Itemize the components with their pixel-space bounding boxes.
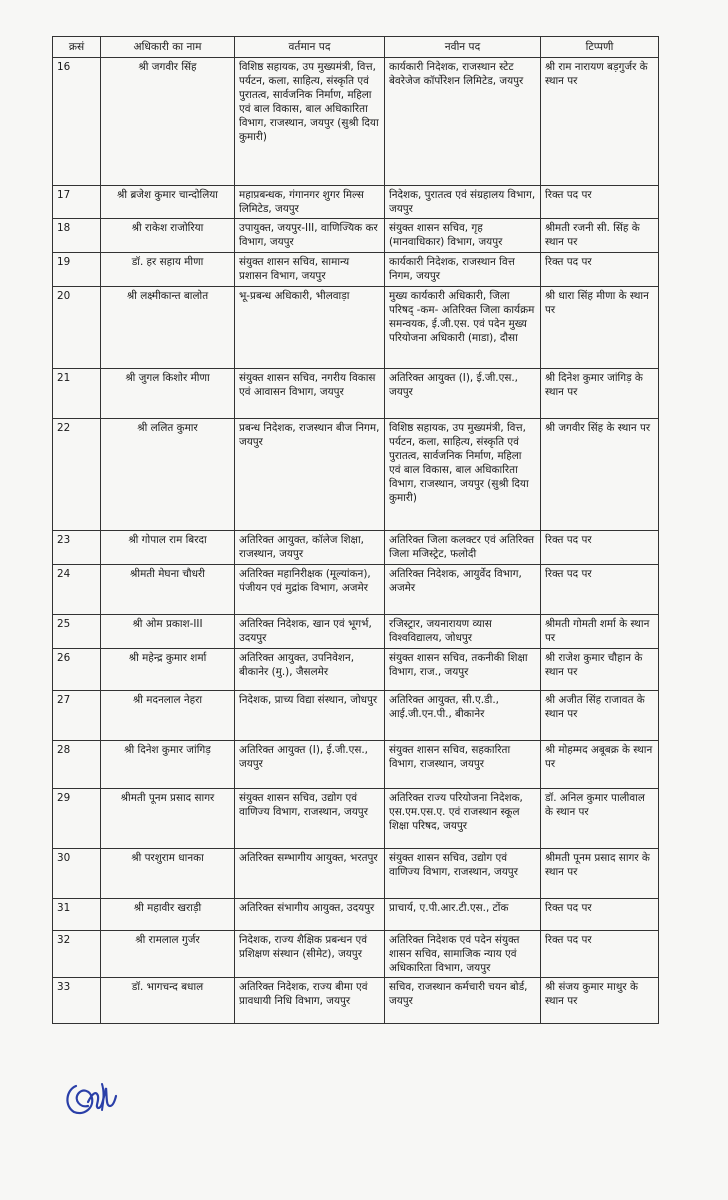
new-post-cell: मुख्य कार्यकारी अधिकारी, जिला परिषद् -कम- अतिरिक्त जिला कार्यक्रम समन्वयक, ई.जी.एस. एवं पदेन मुख्य परियोजना अधिकारी (माडा), दौसा xyxy=(385,287,541,369)
officer-name-cell: श्रीमती मेघना चौधरी xyxy=(101,565,235,615)
current-post-cell: संयुक्त शासन सचिव, नगरीय विकास एवं आवासन विभाग, जयपुर xyxy=(235,369,385,419)
serial-number-cell: 24 xyxy=(53,565,101,615)
new-post-cell: अतिरिक्त राज्य परियोजना निदेशक, एस.एम.एस.ए. एवं राजस्थान स्कूल शिक्षा परिषद, जयपुर xyxy=(385,789,541,849)
serial-number-cell: 18 xyxy=(53,219,101,253)
current-post-cell: अतिरिक्त निदेशक, राज्य बीमा एवं प्रावधायी निधि विभाग, जयपुर xyxy=(235,978,385,1024)
serial-number-cell: 27 xyxy=(53,691,101,741)
serial-number-cell: 17 xyxy=(53,186,101,219)
new-post-cell: कार्यकारी निदेशक, राजस्थान वित्त निगम, जयपुर xyxy=(385,253,541,287)
new-post-cell: सचिव, राजस्थान कर्मचारी चयन बोर्ड, जयपुर xyxy=(385,978,541,1024)
remark-cell: श्री संजय कुमार माथुर के स्थान पर xyxy=(541,978,659,1024)
remark-cell: श्री धारा सिंह मीणा के स्थान पर xyxy=(541,287,659,369)
officer-name-cell: श्री दिनेश कुमार जांगिड़ xyxy=(101,741,235,789)
officer-name-cell: श्री परशुराम धानका xyxy=(101,849,235,899)
officer-name-cell: श्री मदनलाल नेहरा xyxy=(101,691,235,741)
handwritten-signature-icon xyxy=(62,1076,118,1118)
current-post-cell: उपायुक्त, जयपुर-III, वाणिज्यिक कर विभाग, जयपुर xyxy=(235,219,385,253)
header-serial-number: क्रसं xyxy=(53,37,101,58)
current-post-cell: अतिरिक्त सम्भागीय आयुक्त, भरतपुर xyxy=(235,849,385,899)
new-post-cell: अतिरिक्त निदेशक, आयुर्वेद विभाग, अजमेर xyxy=(385,565,541,615)
new-post-cell: संयुक्त शासन सचिव, सहकारिता विभाग, राजस्थान, जयपुर xyxy=(385,741,541,789)
current-post-cell: महाप्रबन्धक, गंगानगर शुगर मिल्स लिमिटेड, जयपुर xyxy=(235,186,385,219)
new-post-cell: रजिस्ट्रार, जयनारायण व्यास विश्वविद्यालय, जोधपुर xyxy=(385,615,541,649)
officer-name-cell: श्री महावीर खराड़ी xyxy=(101,899,235,931)
table-row xyxy=(53,849,659,899)
officer-name-cell: श्री रामलाल गुर्जर xyxy=(101,931,235,978)
new-post-cell: अतिरिक्त निदेशक एवं पदेन संयुक्त शासन सचिव, सामाजिक न्याय एवं अधिकारिता विभाग, जयपुर xyxy=(385,931,541,978)
table-row xyxy=(53,531,659,565)
table-row xyxy=(53,419,659,531)
officer-name-cell: श्री ललित कुमार xyxy=(101,419,235,531)
table-row xyxy=(53,219,659,253)
new-post-cell: अतिरिक्त जिला कलक्टर एवं अतिरिक्त जिला मजिस्ट्रेट, फलोदी xyxy=(385,531,541,565)
current-post-cell: विशिष्ठ सहायक, उप मुख्यमंत्री, वित्त, पर्यटन, कला, साहित्य, संस्कृति एवं पुरातत्व, सार्वजनिक निर्माण, महिला एवं बाल विकास, बाल अधिकारिता विभाग, राजस्थान, जयपुर (सुश्री दिया कुमारी) xyxy=(235,58,385,186)
table-row xyxy=(53,649,659,691)
officer-name-cell: श्री लक्ष्मीकान्त बालोत xyxy=(101,287,235,369)
current-post-cell: निदेशक, प्राच्य विद्या संस्थान, जोधपुर xyxy=(235,691,385,741)
remark-cell: रिक्त पद पर xyxy=(541,899,659,931)
new-post-cell: विशिष्ठ सहायक, उप मुख्यमंत्री, वित्त, पर्यटन, कला, साहित्य, संस्कृति एवं पुरातत्व, सार्वजनिक निर्माण, महिला एवं बाल विकास, बाल अधिकारिता विभाग, राजस्थान, जयपुर (सुश्री दिया कुमारी) xyxy=(385,419,541,531)
current-post-cell: प्रबन्ध निदेशक, राजस्थान बीज निगम, जयपुर xyxy=(235,419,385,531)
serial-number-cell: 21 xyxy=(53,369,101,419)
table-row xyxy=(53,58,659,186)
officer-name-cell: श्री ब्रजेश कुमार चान्दोलिया xyxy=(101,186,235,219)
table-row xyxy=(53,978,659,1024)
officer-name-cell: श्री राकेश राजोरिया xyxy=(101,219,235,253)
serial-number-cell: 23 xyxy=(53,531,101,565)
serial-number-cell: 26 xyxy=(53,649,101,691)
remark-cell: रिक्त पद पर xyxy=(541,531,659,565)
current-post-cell: अतिरिक्त महानिरीक्षक (मूल्यांकन), पंजीयन एवं मुद्रांक विभाग, अजमेर xyxy=(235,565,385,615)
officer-name-cell: श्री महेन्द्र कुमार शर्मा xyxy=(101,649,235,691)
serial-number-cell: 29 xyxy=(53,789,101,849)
remark-cell: रिक्त पद पर xyxy=(541,931,659,978)
serial-number-cell: 16 xyxy=(53,58,101,186)
new-post-cell: अतिरिक्त आयुक्त (I), ई.जी.एस., जयपुर xyxy=(385,369,541,419)
remark-cell: रिक्त पद पर xyxy=(541,186,659,219)
current-post-cell: अतिरिक्त संभागीय आयुक्त, उदयपुर xyxy=(235,899,385,931)
table-row xyxy=(53,691,659,741)
serial-number-cell: 28 xyxy=(53,741,101,789)
serial-number-cell: 32 xyxy=(53,931,101,978)
table-row xyxy=(53,565,659,615)
table-row xyxy=(53,287,659,369)
current-post-cell: अतिरिक्त आयुक्त (I), ई.जी.एस., जयपुर xyxy=(235,741,385,789)
officer-name-cell: श्रीमती पूनम प्रसाद सागर xyxy=(101,789,235,849)
current-post-cell: संयुक्त शासन सचिव, उद्योग एवं वाणिज्य विभाग, राजस्थान, जयपुर xyxy=(235,789,385,849)
new-post-cell: कार्यकारी निदेशक, राजस्थान स्टेट बेवरेजेज कॉर्पोरेशन लिमिटेड, जयपुर xyxy=(385,58,541,186)
table-row xyxy=(53,899,659,931)
serial-number-cell: 19 xyxy=(53,253,101,287)
current-post-cell: भू-प्रबन्ध अधिकारी, भीलवाड़ा xyxy=(235,287,385,369)
new-post-cell: अतिरिक्त आयुक्त, सी.ए.डी., आई.जी.एन.पी., बीकानेर xyxy=(385,691,541,741)
new-post-cell: संयुक्त शासन सचिव, गृह (मानवाधिकार) विभाग, जयपुर xyxy=(385,219,541,253)
remark-cell: डॉ. अनिल कुमार पालीवाल के स्थान पर xyxy=(541,789,659,849)
table-header-row xyxy=(53,37,659,58)
remark-cell: श्री दिनेश कुमार जांगिड़ के स्थान पर xyxy=(541,369,659,419)
serial-number-cell: 30 xyxy=(53,849,101,899)
table-row xyxy=(53,741,659,789)
table-row xyxy=(53,253,659,287)
officer-name-cell: डॉ. भागचन्द बधाल xyxy=(101,978,235,1024)
current-post-cell: संयुक्त शासन सचिव, सामान्य प्रशासन विभाग, जयपुर xyxy=(235,253,385,287)
table-row xyxy=(53,369,659,419)
new-post-cell: संयुक्त शासन सचिव, तकनीकी शिक्षा विभाग, राज., जयपुर xyxy=(385,649,541,691)
current-post-cell: निदेशक, राज्य शैक्षिक प्रबन्धन एवं प्रशिक्षण संस्थान (सीमेट), जयपुर xyxy=(235,931,385,978)
current-post-cell: अतिरिक्त निदेशक, खान एवं भूगर्भ, उदयपुर xyxy=(235,615,385,649)
officer-name-cell: श्री जगवीर सिंह xyxy=(101,58,235,186)
table-row xyxy=(53,931,659,978)
table-row xyxy=(53,615,659,649)
header-new-post: नवीन पद xyxy=(385,37,541,58)
header-officer-name: अधिकारी का नाम xyxy=(101,37,235,58)
new-post-cell: संयुक्त शासन सचिव, उद्योग एवं वाणिज्य विभाग, राजस्थान, जयपुर xyxy=(385,849,541,899)
remark-cell: श्रीमती गोमती शर्मा के स्थान पर xyxy=(541,615,659,649)
remark-cell: श्री जगवीर सिंह के स्थान पर xyxy=(541,419,659,531)
officer-name-cell: डॉ. हर सहाय मीणा xyxy=(101,253,235,287)
new-post-cell: निदेशक, पुरातत्व एवं संग्रहालय विभाग, जयपुर xyxy=(385,186,541,219)
transfer-order-table xyxy=(52,36,659,1024)
remark-cell: श्री मोहम्मद अबूबक्र के स्थान पर xyxy=(541,741,659,789)
serial-number-cell: 25 xyxy=(53,615,101,649)
table-row xyxy=(53,186,659,219)
serial-number-cell: 20 xyxy=(53,287,101,369)
officer-name-cell: श्री जुगल किशोर मीणा xyxy=(101,369,235,419)
serial-number-cell: 33 xyxy=(53,978,101,1024)
remark-cell: श्रीमती रजनी सी. सिंह के स्थान पर xyxy=(541,219,659,253)
current-post-cell: अतिरिक्त आयुक्त, उपनिवेशन, बीकानेर (मु.), जैसलमेर xyxy=(235,649,385,691)
remark-cell: श्रीमती पूनम प्रसाद सागर के स्थान पर xyxy=(541,849,659,899)
table-row xyxy=(53,789,659,849)
header-remark: टिप्पणी xyxy=(541,37,659,58)
officer-name-cell: श्री गोपाल राम बिरदा xyxy=(101,531,235,565)
remark-cell: रिक्त पद पर xyxy=(541,253,659,287)
remark-cell: श्री अजीत सिंह राजावत के स्थान पर xyxy=(541,691,659,741)
serial-number-cell: 31 xyxy=(53,899,101,931)
new-post-cell: प्राचार्य, ए.पी.आर.टी.एस., टोंक xyxy=(385,899,541,931)
remark-cell: श्री राम नारायण बड़गुर्जर के स्थान पर xyxy=(541,58,659,186)
current-post-cell: अतिरिक्त आयुक्त, कॉलेज शिक्षा, राजस्थान, जयपुर xyxy=(235,531,385,565)
remark-cell: रिक्त पद पर xyxy=(541,565,659,615)
serial-number-cell: 22 xyxy=(53,419,101,531)
officer-name-cell: श्री ओम प्रकाश-III xyxy=(101,615,235,649)
header-current-post: वर्तमान पद xyxy=(235,37,385,58)
remark-cell: श्री राजेश कुमार चौहान के स्थान पर xyxy=(541,649,659,691)
